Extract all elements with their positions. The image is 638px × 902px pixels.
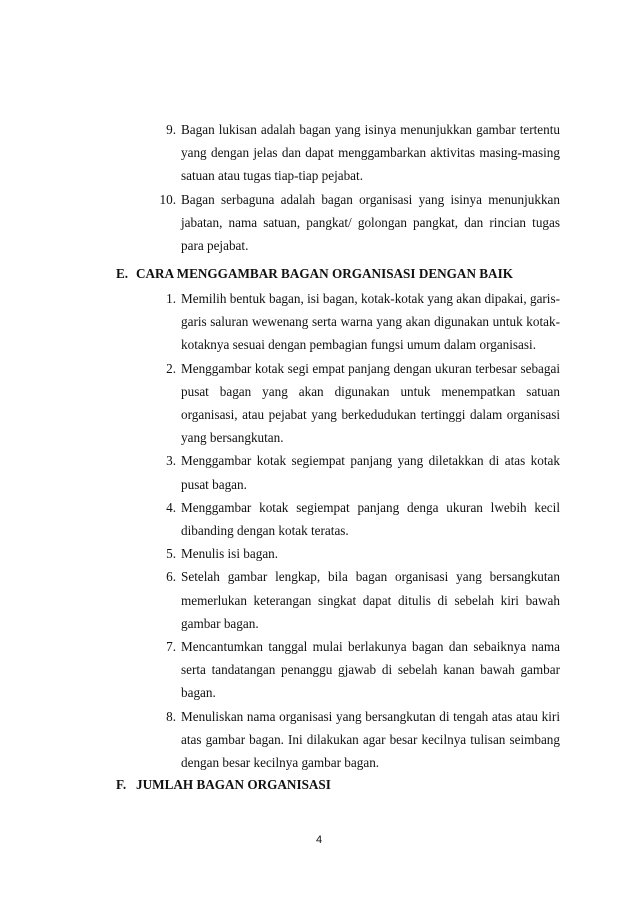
section-title: CARA MENGGAMBAR BAGAN ORGANISASI DENGAN BAIK <box>136 266 513 281</box>
section-heading-f <box>116 773 331 796</box>
list-cara-menggambar <box>150 287 560 774</box>
list-item-number: 6. <box>166 569 176 585</box>
list-item-text: Menuliskan nama organisasi yang bersangkutan di tengah atas atau kiri atas gambar bagan. Ini dilakukan agar besar kecilnya tulisan seimbang dengan besar kecilnya gambar bagan. <box>181 708 560 771</box>
section-letter: E. <box>116 266 129 281</box>
list-item-number: 8. <box>166 708 176 724</box>
list-item-number: 5. <box>166 546 176 562</box>
list-item <box>150 357 560 450</box>
list-item-text: Bagan lukisan adalah bagan yang isinya menunjukkan gambar tertentu yang dengan jelas dan dapat menggambarkan aktivitas masing-masing satuan atau tugas tiap-tiap pejabat. <box>181 122 560 184</box>
section-title: JUMLAH BAGAN ORGANISASI <box>136 777 331 792</box>
list-item <box>150 565 560 635</box>
list-item <box>150 287 560 357</box>
page-number: 4 <box>315 834 323 846</box>
list-item-number: 1. <box>166 291 176 306</box>
list-item-number: 4. <box>166 499 176 515</box>
list-item-text: Menggambar kotak segi empat panjang dengan ukuran terbesar sebagai pusat bagan yang akan digunakan untuk menempatkan satuan organisasi, atau pejabat yang berkedudukan tertinggi dalam organisasi yang bersangkutan. <box>181 360 560 446</box>
list-item-text: Menulis isi bagan. <box>181 546 279 562</box>
list-item <box>150 188 560 258</box>
list-bagan-types-continued <box>150 118 560 257</box>
list-item <box>150 449 560 495</box>
section-heading-e <box>116 262 513 285</box>
list-item-text: Bagan serbaguna adalah bagan organisasi yang isinya menunjukkan jabatan, nama satuan, pangkat/ golongan pangkat, dan rincian tugas para pejabat. <box>181 191 560 254</box>
list-item-number: 9. <box>166 122 176 137</box>
section-letter: F. <box>116 777 127 792</box>
list-item <box>150 118 560 188</box>
list-item-text: Menggambar kotak segiempat panjang yang diletakkan di atas kotak pusat bagan. <box>181 453 560 492</box>
list-item <box>150 496 560 542</box>
list-item <box>150 635 560 705</box>
list-item-text: Setelah gambar lengkap, bila bagan organisasi yang bersangkutan memerlukan keterangan singkat dapat ditulis di sebelah kiri bawah gambar bagan. <box>181 569 560 631</box>
list-item-text: Mencantumkan tanggal mulai berlakunya bagan dan sebaiknya nama serta tandatangan penanggu gjawab di sebelah kanan bawah gambar bagan. <box>181 639 560 701</box>
list-item-text: Memilih bentuk bagan, isi bagan, kotak-kotak yang akan dipakai, garis-garis saluran wewenang serta warna yang akan digunakan untuk kotak-kotaknya sesuai dengan pembagian fungsi umum dalam organisasi. <box>181 291 560 353</box>
list-item-number: 3. <box>166 453 176 469</box>
list-item <box>150 705 560 775</box>
list-item-number: 2. <box>166 360 176 376</box>
list-item-number: 7. <box>166 639 176 655</box>
list-item-number: 10. <box>159 191 176 207</box>
list-item-text: Menggambar kotak segiempat panjang denga ukuran lwebih kecil dibanding dengan kotak teratas. <box>181 499 560 539</box>
list-item <box>150 542 560 565</box>
